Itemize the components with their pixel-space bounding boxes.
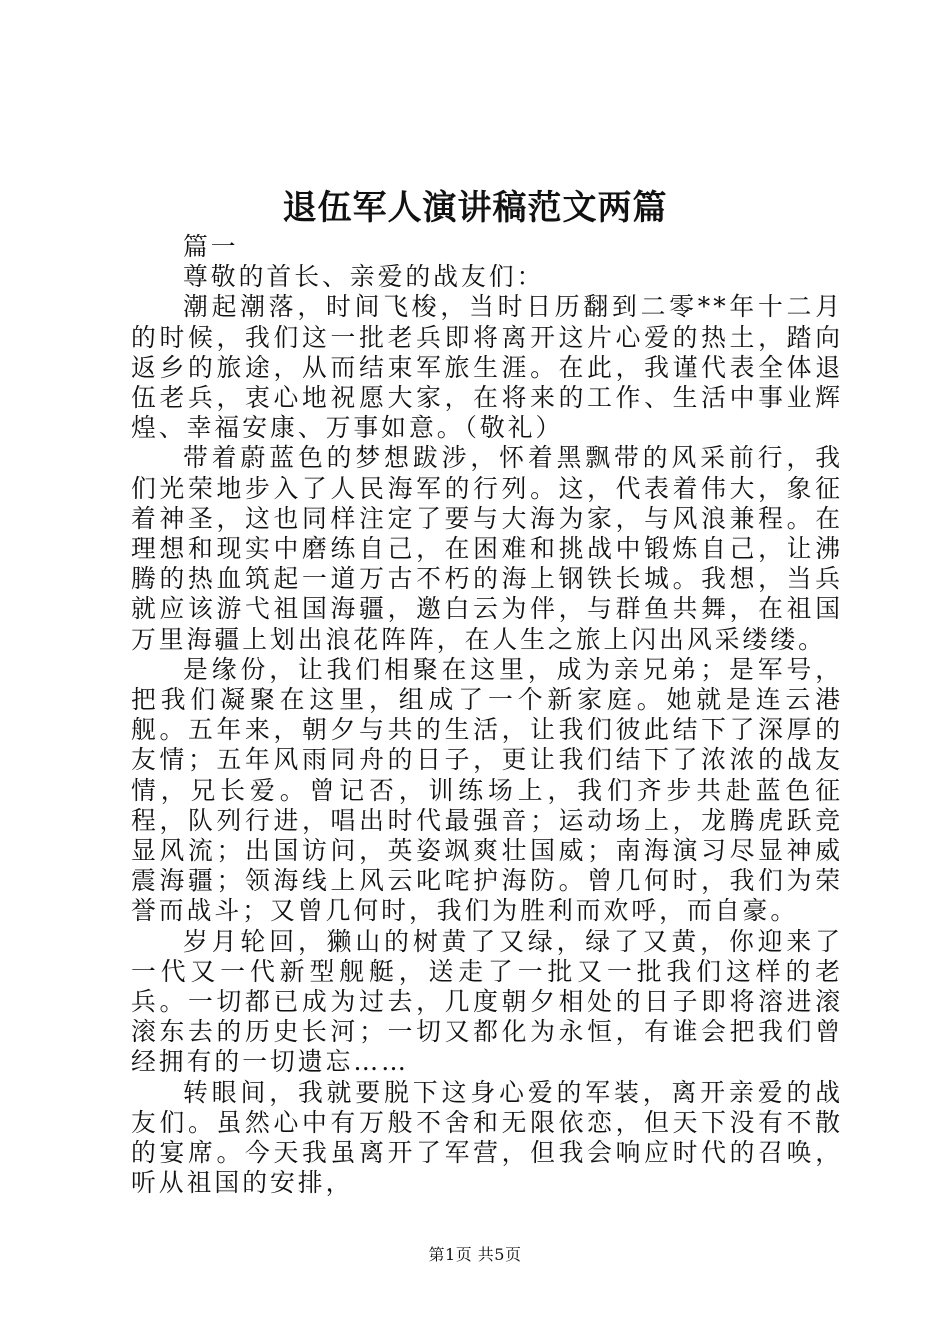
- paragraph-1: 潮起潮落，时间飞梭，当时日历翻到二零**年十二月的时候，我们这一批老兵即将离开这片心爱的热土，踏向返乡的旅途，从而结束军旅生涯。在此，我谨代表全体退伍老兵，衷心地祝愿大家，在将来的工作、生活中事业辉煌、幸福安康、万事如意。（敬礼）: [131, 292, 843, 443]
- paragraph-3: 是缘份，让我们相聚在这里，成为亲兄弟；是军号，把我们凝聚在这里，组成了一个新家庭。她就是连云港舰。五年来，朝夕与共的生活，让我们彼此结下了深厚的友情；五年风雨同舟的日子，更让我们结下了浓浓的战友情，兄长爱。曾记否，训练场上，我们齐步共赴蓝色征程，队列行进，唱出时代最强音；运动场上，龙腾虎跃竞显风流；出国访问，英姿飒爽壮国威；南海演习尽显神威震海疆；领海线上风云叱咤护海防。曾几何时，我们为荣誉而战斗；又曾几何时，我们为胜利而欢呼，而自豪。: [131, 654, 843, 926]
- paragraph-2: 带着蔚蓝色的梦想跋涉，怀着黑飘带的风采前行，我们光荣地步入了人民海军的行列。这，代表着伟大，象征着神圣，这也同样注定了要与大海为家，与风浪兼程。在理想和现实中磨练自己，在困难和挑战中锻炼自己，让沸腾的热血筑起一道万古不朽的海上钢铁长城。我想，当兵就应该游弋祖国海疆，邀白云为伴，与群鱼共舞，在祖国万里海疆上划出浪花阵阵，在人生之旅上闪出风采缕缕。: [131, 443, 843, 654]
- document-title: 退伍军人演讲稿范文两篇: [282, 188, 668, 228]
- paragraph-5: 转眼间，我就要脱下这身心爱的军装，离开亲爱的战友们。虽然心中有万般不舍和无限依恋，但天下没有不散的宴席。今天我虽离开了军营，但我会响应时代的召唤，听从祖国的安排，: [131, 1077, 843, 1198]
- salutation: 尊敬的首长、亲爱的战友们：: [183, 262, 545, 292]
- page-footer: 第1页 共5页: [428, 1245, 522, 1264]
- paragraph-4: 岁月轮回，獭山的树黄了又绿，绿了又黄，你迎来了一代又一代新型舰艇，送走了一批又一批我们这样的老兵。一切都已成为过去，几度朝夕相处的日子即将溶进滚滚东去的历史长河；一切又都化为永恒，有谁会把我们曾经拥有的一切遗忘……: [131, 926, 843, 1077]
- section-label: 篇一: [183, 232, 239, 261]
- document-body: [131, 232, 843, 1199]
